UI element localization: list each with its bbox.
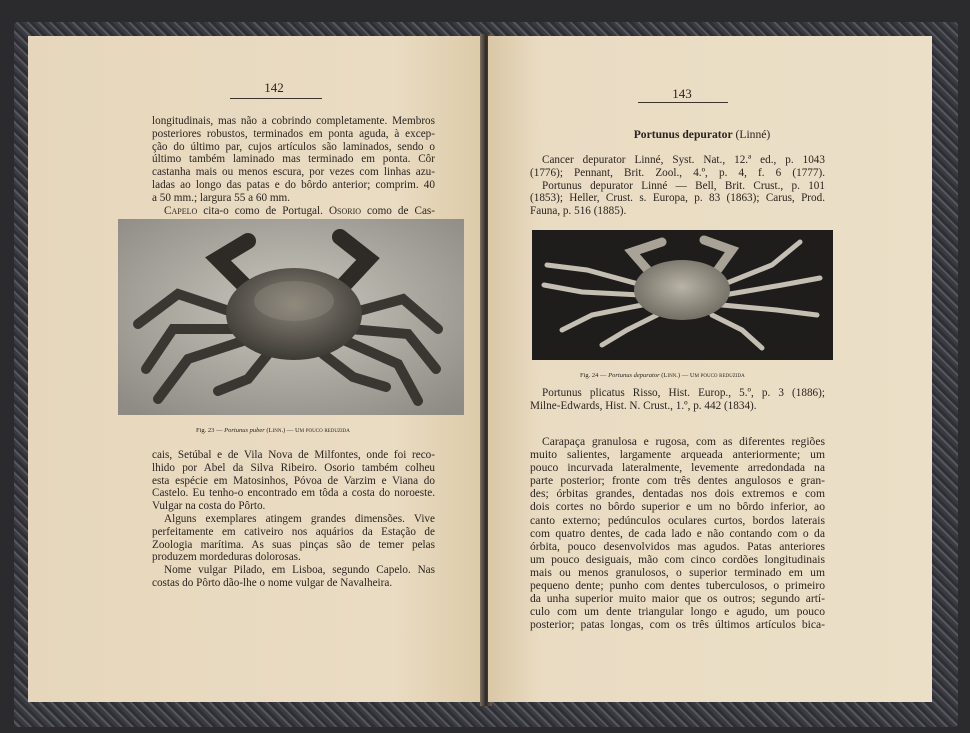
- figure-23-photo: [118, 219, 464, 415]
- text-line: Portunus plicatus Risso, Hist. Europ., 5.º, p. 3 (1886);: [542, 387, 825, 399]
- text-line: Vulgar na costa do Pôrto.: [152, 500, 266, 513]
- text-line: posteriores robustos, terminados em ponta aguda, à excep-: [152, 127, 435, 140]
- text-line: último também laminado mas terminado em ponta. Côr: [152, 153, 435, 166]
- text-line: Fauna, p. 516 (1885).: [530, 205, 627, 218]
- text-line: (1853); Heller, Crust. s. Europa, p. 83 (1863); Carus, Prod.: [530, 192, 825, 205]
- text-line: lhido por Abel da Silva Ribeiro. Osorio também colheu: [152, 461, 435, 474]
- text-line: perfeitamente em cativeiro nos aquários da Estação de: [152, 525, 435, 538]
- text-line: Milne-Edwards, Hist. N. Crust., 1.º, p. 442 (1834).: [530, 399, 757, 412]
- text-line: parte posterior; fronte com três dentes angulosos e gran-: [530, 474, 825, 488]
- text-line: canto externo; pedúnculos oculares curtos, bordos laterais: [530, 513, 825, 527]
- text-line: produzem mordeduras dolorosas.: [152, 551, 301, 564]
- synonymy-block: [530, 154, 825, 218]
- text-line: esta espécie em Matosinhos, Póvoa de Varzim e Viana do: [152, 474, 435, 487]
- text-line: ladas ao longo das patas e do bôrdo anterior; comprim. 40: [152, 178, 435, 191]
- text-line: órbita, pouco desenvolvidos mas agudos. Patas anteriores: [530, 539, 825, 553]
- text-line: da unha superior muito maior que os outros; segundo artí-: [530, 592, 825, 606]
- figure-23-caption: Fig. 23 — Portunus puber (Linn.) — Um pouco reduzida: [196, 427, 350, 434]
- text-line: longitudinais, mas não a cobrindo completamente. Membros: [152, 115, 435, 127]
- page-number-142: 142: [264, 80, 284, 95]
- text-line: Carapaça granulosa e rugosa, com as diferentes regiões: [542, 435, 825, 448]
- text-line: Cancer depurator Linné, Syst. Nat., 12.ª ed., p. 1043: [542, 154, 825, 166]
- species-heading: Portunus depurator (Linné): [633, 128, 771, 141]
- text-line: mais ou menos granulosos, o superior terminado em um: [530, 565, 825, 579]
- text-line: Capelo cita-o como de Portugal. Osorio como de Cas-: [164, 204, 436, 217]
- page-number-143: 143: [672, 86, 692, 101]
- left-page: [28, 36, 484, 702]
- text-line: muito salientes, largamente arqueada anteriormente; um: [530, 448, 825, 462]
- text-line: pequeno dente; punho com dentes tuberculosos, o primeiro: [530, 579, 825, 593]
- text-line: posterior; patas longas, com os três últimos artículos bica-: [530, 618, 825, 632]
- text-line: cais, Setúbal e de Vila Nova de Milfontes, onde foi reco-: [152, 449, 435, 461]
- text-line: Zoologia marítima. As suas pinças são de temer pelas: [152, 538, 435, 551]
- text-line: Nome vulgar Pilado, em Lisboa, segundo Capelo. Nas: [164, 564, 435, 577]
- left-paragraph-1: [152, 115, 435, 217]
- text-line: ção do último par, cujos artículos são laminados, sendo o: [152, 140, 435, 153]
- left-paragraph-3: [152, 449, 435, 590]
- text-line: pouco incurvada lateralmente, levemente arredondada na: [530, 461, 825, 475]
- text-line: des; órbitas grandes, dentadas nos dois extremos e com: [530, 487, 825, 501]
- text-line: (1776); Pennant, Brit. Zool., 4.º, p. 4, f. 6 (1777).: [530, 166, 825, 179]
- crab-portunus-puber-image: [118, 219, 464, 415]
- page-number-rule: [638, 102, 728, 103]
- right-page: [488, 36, 932, 702]
- text-line: costas do Pôrto dão-lhe o nome vulgar de Navalheira.: [152, 576, 393, 589]
- text-line: dois cortes no bôrdo superior e um no bôrdo inferior, ao: [530, 500, 825, 514]
- text-line: Alguns exemplares atingem grandes dimensões. Vive: [164, 512, 435, 525]
- text-line: a 50 mm.; largura 55 a 60 mm.: [152, 191, 291, 204]
- figure-24-caption: Fig. 24 — Portunus depurator (Linn.) — Um pouco reduzida: [580, 372, 745, 379]
- text-line: Portunus depurator Linné — Bell, Brit. Crust., p. 101: [542, 179, 825, 192]
- figure-24-photo: [532, 230, 833, 360]
- text-line: Castelo. Eu tenho-o encontrado em tôda a costa do noroeste.: [152, 487, 435, 500]
- synonymy-block-2: [530, 387, 825, 413]
- page-number-rule: [230, 98, 322, 99]
- description-paragraph: [530, 435, 825, 631]
- crab-portunus-depurator-image: [532, 230, 833, 360]
- text-line: castanha mais ou menos escura, por vezes com linhas azu-: [152, 166, 435, 179]
- text-line: culo com um dente triangular longo e agudo, um pouco: [530, 605, 825, 619]
- text-line: um pouco desiguais, mão com cinco cordões longitudinais: [530, 552, 825, 566]
- text-line: com quatro dentes, de cada lado e não contando com o da: [530, 526, 825, 540]
